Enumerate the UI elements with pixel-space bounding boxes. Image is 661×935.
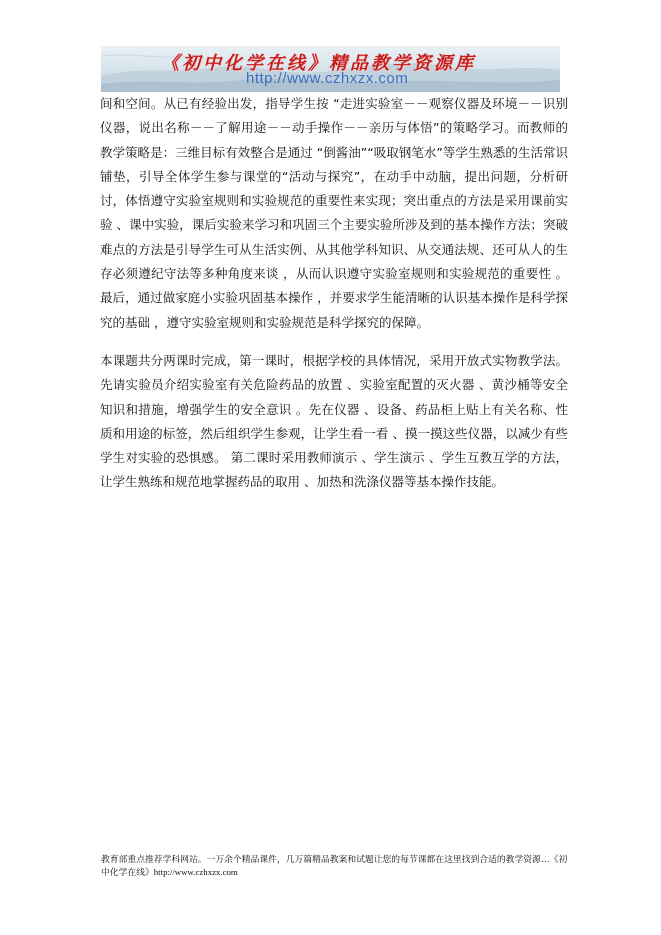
paragraph-1: 间和空间。从已有经验出发，指导学生按 “走进实验室－－观察仪器及环境－－识别仪器，说出名称－－了解用途－－动手操作－－亲历与体悟”的策略学习。而教师的教学策略是：三维目标有效整合是通过 “倒酱油”“吸取钢笔水”等学生熟悉的生活常识铺垫，引导全体学生参与课堂的“活动与探究”，在动手中动脑，提出问题，分析研讨，体悟遵守实验室规则和实验规范的重要性来实现；突出重点的方法是采用课前实验 、课中实验，课后实验来学习和巩固三个主要实验所涉及到的基本操作方法；突破难点的方法是引导学生可从生活实例、从其他学科知识、从交通法规、还可从人的生存必须遵纪守法等多种角度来谈 ，从而认识遵守实验室规则和实验规范的重要性 。最后，通过做家庭小实验巩固基本操作 ，并要求学生能清晰的认识基本操作是科学探究的基础 ，遵守实验室规则和实验规范是科学探究的保障。 [100,96,568,330]
page-footer: 教育部重点推荐学科网站。一万余个精品课件，几万篇精品教案和试题让您的每节课都在这里找到合适的教学资源…《初中化学在线》http://www.czhxzx.com [101,854,568,877]
main-content [100,92,568,495]
banner-url[interactable]: http://www.czhxzx.com [246,70,409,87]
banner-title: 《初中化学在线》精品教学资源库 [161,53,476,74]
paragraph-2: 本课题共分两课时完成，第一课时，根据学校的具体情况，采用开放式实物教学法。先请实验员介绍实验室有关危险药品的放置 、实验室配置的灭火器 、黄沙桶等安全知识和措施，增强学生的安全意识 。先在仪器 、设备、药品柜上贴上有关名称、性质和用途的标签，然后组织学生参观，让学生看一看 、摸一摸这些仪器，以减少有些学生对实验的恐惧感。 第二课时采用教师演示 、学生演示 、学生互教互学的方法，让学生熟练和规范地掌握药品的取用 、加热和洗涤仪器等基本操作技能。 [100,352,568,490]
header-banner [101,46,560,92]
